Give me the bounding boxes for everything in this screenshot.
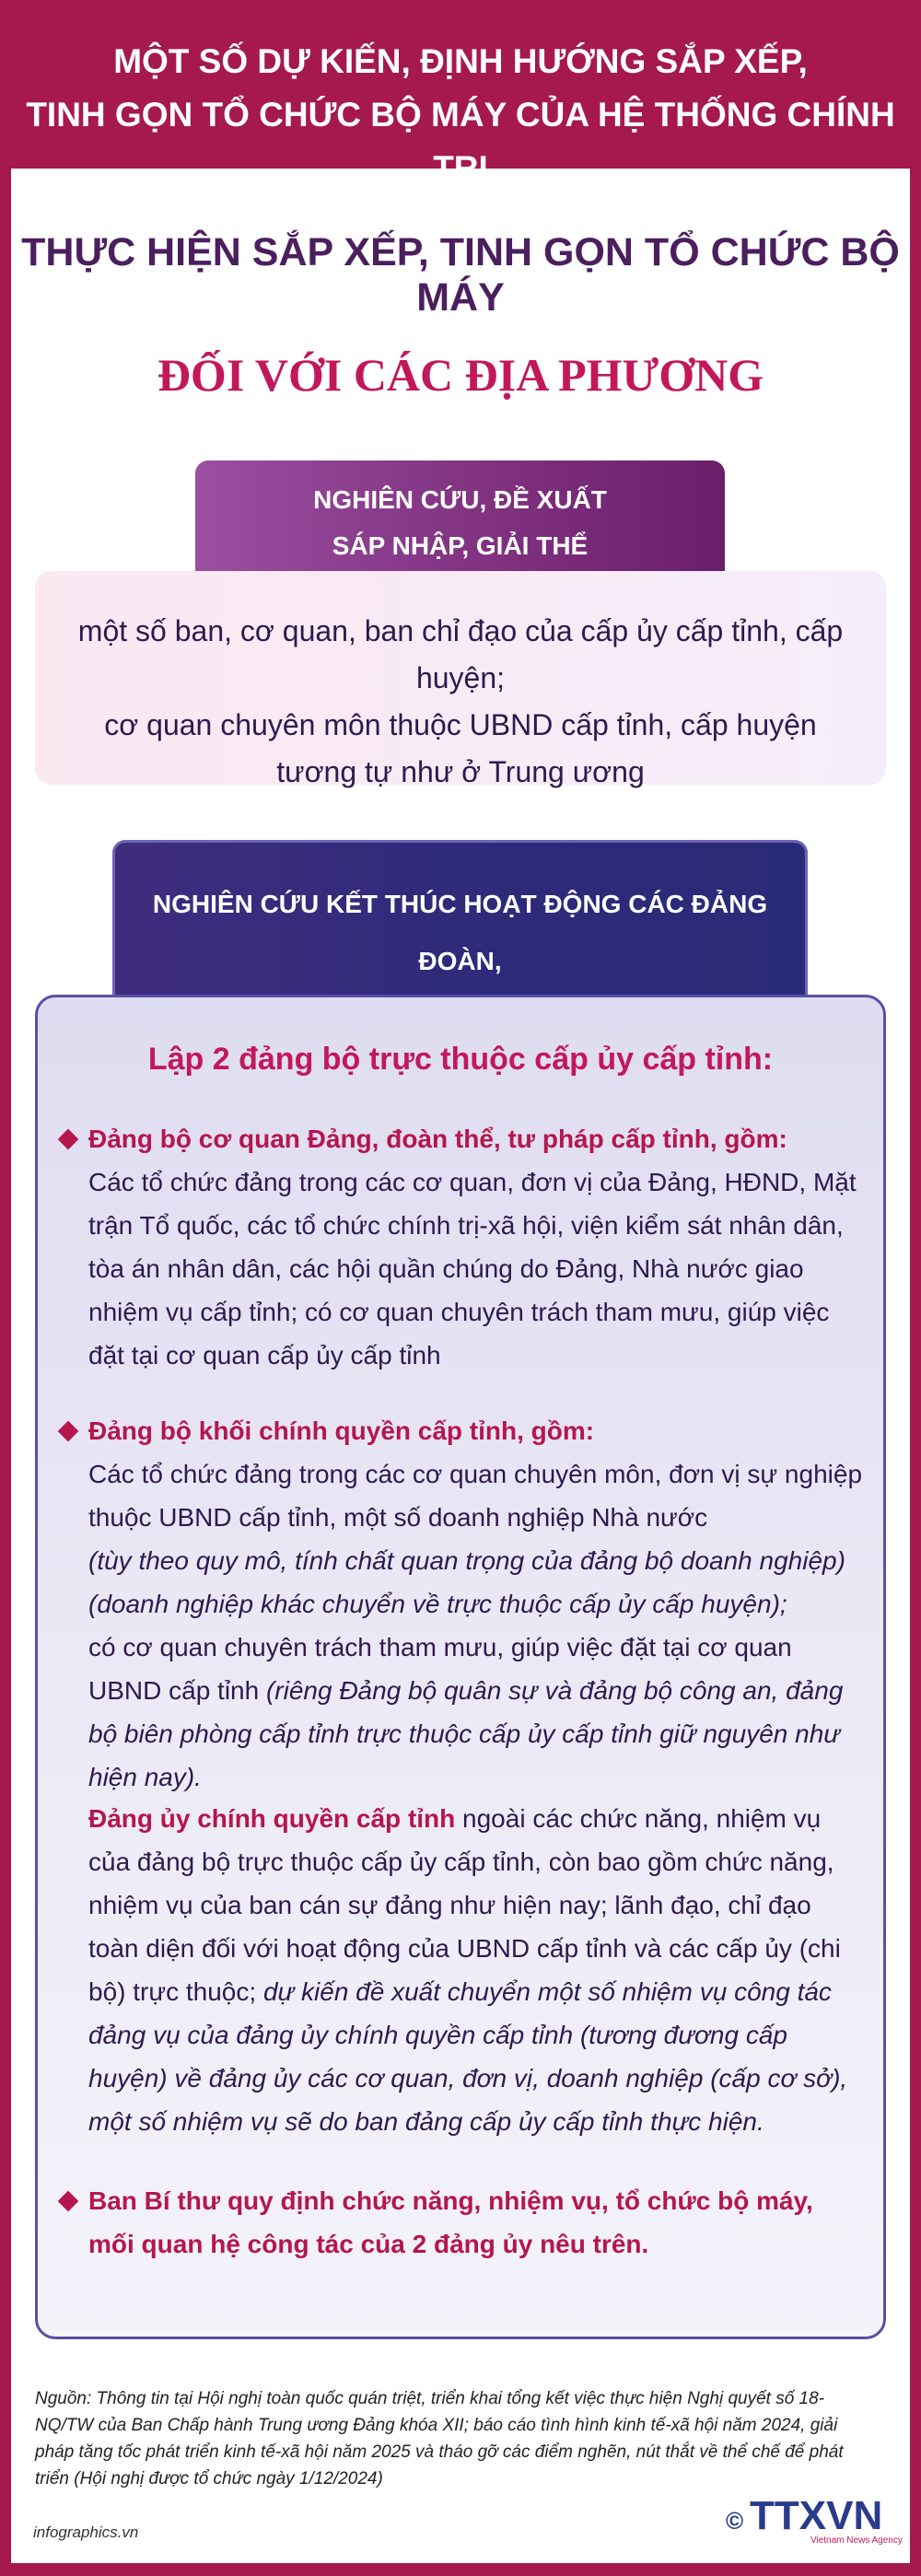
diamond-bullet-icon bbox=[58, 1129, 79, 1150]
logo-text: TTXVN bbox=[750, 2493, 883, 2538]
section2-tab bbox=[112, 840, 808, 997]
item4-heading: Ban Bí thư quy định chức năng, nhiệm vụ, tổ chức bộ máy, mối quan hệ công tác của 2 đảng ủy nêu trên. bbox=[88, 2186, 813, 2258]
section1-body-line-1: một số ban, cơ quan, ban chỉ đạo của cấp ủy cấp tỉnh, cấp huyện; bbox=[77, 614, 844, 694]
section1-body-line-2: cơ quan chuyên môn thuộc UBND cấp tỉnh, cấp huyện bbox=[104, 708, 817, 741]
list-item-2 bbox=[88, 1409, 862, 1799]
item2-body-2: có cơ quan chuyên trách tham mưu, giúp việc đặt tại cơ quan UBND cấp tỉnh bbox=[88, 1633, 792, 1705]
site-credit: infographics.vn bbox=[33, 2524, 139, 2541]
header-line-2: TINH GỌN TỔ CHỨC BỘ MÁY CỦA HỆ THỐNG CHÍNH TRỊ bbox=[26, 96, 895, 187]
header-banner bbox=[0, 0, 921, 187]
title-line-2: ĐỐI VỚI CÁC ĐỊA PHƯƠNG bbox=[157, 349, 764, 401]
section1-tab-line-2: SÁP NHẬP, GIẢI THỂ bbox=[332, 531, 589, 560]
item2-italic-2: (riêng Đảng bộ quân sự và đảng bộ công an, đảng bộ biên phòng cấp tỉnh trực thuộc cấp ủy cấp tỉnh giữ nguyên như hiện nay). bbox=[88, 1676, 844, 1791]
item3-body: ngoài các chức năng, nhiệm vụ của đảng bộ trực thuộc cấp ủy cấp tỉnh, còn bao gồm chức năng, nhiệm vụ của ban cán sự đảng như hiện nay; lãnh đạo, chỉ đạo toàn diện đối với hoạt động của UBND cấp tỉnh và các cấp ủy (chi bộ) trực thuộc; bbox=[88, 1804, 841, 2006]
section1-body-line-3: tương tự như ở Trung ương bbox=[276, 755, 645, 788]
list-item-3 bbox=[88, 1797, 862, 2143]
item2-heading: Đảng bộ khối chính quyền cấp tỉnh, gồm: bbox=[88, 1416, 595, 1445]
section1-tab-line-1: NGHIÊN CỨU, ĐỀ XUẤT bbox=[313, 485, 607, 514]
page-title bbox=[0, 230, 921, 402]
title-line-1: THỰC HIỆN SẮP XẾP, TINH GỌN TỔ CHỨC BỘ MÁY bbox=[21, 230, 900, 320]
ttxvn-logo-icon bbox=[726, 2492, 903, 2547]
section1-box bbox=[35, 571, 886, 788]
item1-body: Các tổ chức đảng trong các cơ quan, đơn vị của Đảng, HĐND, Mặt trận Tổ quốc, các tổ chức chính trị-xã hội, viện kiểm sát nhân dân, tòa án nhân dân, các hội quần chúng do Đảng, Nhà nước giao nhiệm vụ cấp tỉnh; có cơ quan chuyên trách tham mưu, giúp việc đặt tại cơ quan cấp ủy cấp tỉnh bbox=[88, 1168, 857, 1370]
copyright-symbol: © bbox=[726, 2507, 744, 2535]
item3-heading: Đảng ủy chính quyền cấp tỉnh bbox=[88, 1804, 456, 1833]
list-item-4 bbox=[88, 2179, 862, 2266]
diamond-bullet-icon bbox=[58, 2191, 79, 2212]
header-line-1: MỘT SỐ DỰ KIẾN, ĐỊNH HƯỚNG SẮP XẾP, bbox=[113, 42, 808, 80]
section1-tab bbox=[195, 460, 725, 576]
logo-subtext: Vietnam News Agency bbox=[810, 2535, 903, 2546]
section2-box-title: Lập 2 đảng bộ trực thuộc cấp ủy cấp tỉnh: bbox=[147, 1042, 774, 1077]
diamond-bullet-icon bbox=[58, 1421, 79, 1442]
item3-italic: dự kiến đề xuất chuyển một số nhiệm vụ công tác đảng vụ của đảng ủy chính quyền cấp tỉnh (tương đương cấp huyện) về đảng ủy các cơ quan, đơn vị, doanh nghiệp (cấp cơ sở), một số nhiệm vụ sẽ do ban đảng cấp ủy cấp tỉnh thực hiện. bbox=[88, 1977, 848, 2136]
item1-heading: Đảng bộ cơ quan Đảng, đoàn thể, tư pháp cấp tỉnh, gồm: bbox=[88, 1125, 787, 1153]
source-note: Nguồn: Thông tin tại Hội nghị toàn quốc quán triệt, triển khai tổng kết việc thực hiện Nghị quyết số 18-NQ/TW của Ban Chấp hành Trung ương Đảng khóa XII; báo cáo tình hình kinh tế-xã hội năm 2024, giải pháp tăng tốc phát triển kinh tế-xã hội năm 2025 và tháo gỡ các điểm nghẽn, nút thắt về thể chế để phát triển (Hội nghị được tổ chức ngày 1/12/2024) bbox=[35, 2389, 844, 2489]
section2-tab-line-1: NGHIÊN CỨU KẾT THÚC HOẠT ĐỘNG CÁC ĐẢNG ĐOÀN, bbox=[152, 890, 768, 975]
item2-body-1: Các tổ chức đảng trong các cơ quan chuyên môn, đơn vị sự nghiệp thuộc UBND cấp tỉnh, một số doanh nghiệp Nhà nước bbox=[88, 1460, 863, 1532]
item2-italic-1: (tùy theo quy mô, tính chất quan trọng của đảng bộ doanh nghiệp) (doanh nghiệp khác chuyển về trực thuộc cấp ủy cấp huyện); bbox=[88, 1546, 845, 1618]
list-item-1 bbox=[88, 1117, 862, 1377]
section2-box bbox=[35, 995, 886, 2339]
